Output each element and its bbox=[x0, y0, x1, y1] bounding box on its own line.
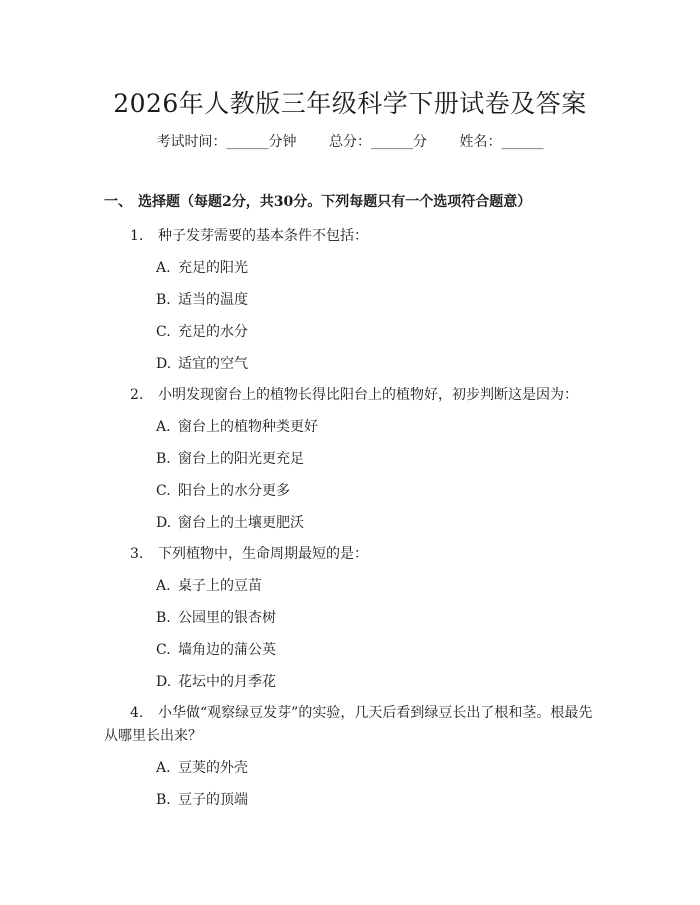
option-text: 充足的水分 bbox=[178, 324, 248, 340]
option-letter: A. bbox=[156, 260, 171, 276]
option-text: 阳台上的水分更多 bbox=[178, 483, 290, 499]
option-letter: B. bbox=[156, 610, 171, 626]
option-3b bbox=[156, 607, 276, 627]
option-text: 窗台上的阳光更充足 bbox=[178, 451, 304, 467]
page-title: 2026年人教版三年级科学下册试卷及答案 bbox=[113, 89, 587, 118]
option-4b bbox=[156, 789, 248, 809]
option-2b bbox=[156, 448, 304, 468]
total-score-field: 总分：______分 bbox=[329, 134, 427, 150]
question-text: 种子发芽需要的基本条件不包括： bbox=[158, 228, 368, 244]
question-number: 2. bbox=[130, 387, 144, 403]
exam-info bbox=[0, 131, 700, 151]
option-text: 桌子上的豆苗 bbox=[178, 578, 262, 594]
option-text: 窗台上的植物种类更好 bbox=[178, 419, 318, 435]
option-text: 豆子的顶端 bbox=[178, 792, 248, 808]
option-letter: A. bbox=[156, 419, 171, 435]
option-2c bbox=[156, 480, 290, 500]
question-number: 1. bbox=[130, 228, 144, 244]
question-number: 3. bbox=[130, 546, 144, 562]
option-2d bbox=[156, 512, 304, 532]
exam-time-field: 考试时间：______分钟 bbox=[156, 134, 297, 150]
option-3c bbox=[156, 639, 276, 659]
question-4 bbox=[104, 702, 604, 748]
option-text: 豆荚的外壳 bbox=[178, 760, 248, 776]
option-text: 公园里的银杏树 bbox=[178, 610, 276, 626]
option-text: 适宜的空气 bbox=[178, 356, 248, 372]
question-text: 小华做“观察绿豆发芽”的实验，几天后看到绿豆长出了根和茎。根最先从哪里长出来？ bbox=[104, 705, 593, 744]
option-3d bbox=[156, 671, 276, 691]
question-text: 下列植物中，生命周期最短的是： bbox=[158, 546, 368, 562]
option-1a bbox=[156, 257, 248, 277]
option-letter: A. bbox=[156, 760, 171, 776]
option-text: 墙角边的蒲公英 bbox=[178, 642, 276, 658]
option-1d bbox=[156, 353, 248, 373]
option-text: 充足的阳光 bbox=[178, 260, 248, 276]
option-letter: A. bbox=[156, 578, 171, 594]
option-4a bbox=[156, 757, 248, 777]
option-3a bbox=[156, 575, 262, 595]
option-text: 花坛中的月季花 bbox=[178, 674, 276, 690]
option-2a bbox=[156, 416, 318, 436]
option-1b bbox=[156, 289, 248, 309]
option-letter: D. bbox=[156, 674, 172, 690]
section-heading-text: 选择题（每题2分，共30分。下列每题只有一个选项符合题意） bbox=[138, 194, 532, 210]
option-1c bbox=[156, 321, 248, 341]
option-letter: C. bbox=[156, 324, 171, 340]
option-letter: D. bbox=[156, 356, 172, 372]
question-text: 小明发现窗台上的植物长得比阳台上的植物好，初步判断这是因为： bbox=[158, 387, 578, 403]
option-letter: D. bbox=[156, 515, 172, 531]
question-1 bbox=[130, 225, 368, 245]
option-letter: B. bbox=[156, 451, 171, 467]
option-text: 适当的温度 bbox=[178, 292, 248, 308]
section-number: 一、 bbox=[104, 194, 132, 210]
student-name-field: 姓名：______ bbox=[459, 134, 544, 150]
option-letter: C. bbox=[156, 642, 171, 658]
option-text: 窗台上的土壤更肥沃 bbox=[178, 515, 304, 531]
question-number: 4. bbox=[130, 705, 144, 721]
option-letter: C. bbox=[156, 483, 171, 499]
section-heading bbox=[104, 191, 531, 211]
option-letter: B. bbox=[156, 792, 171, 808]
question-2 bbox=[130, 384, 578, 404]
option-letter: B. bbox=[156, 292, 171, 308]
question-3 bbox=[130, 543, 368, 563]
